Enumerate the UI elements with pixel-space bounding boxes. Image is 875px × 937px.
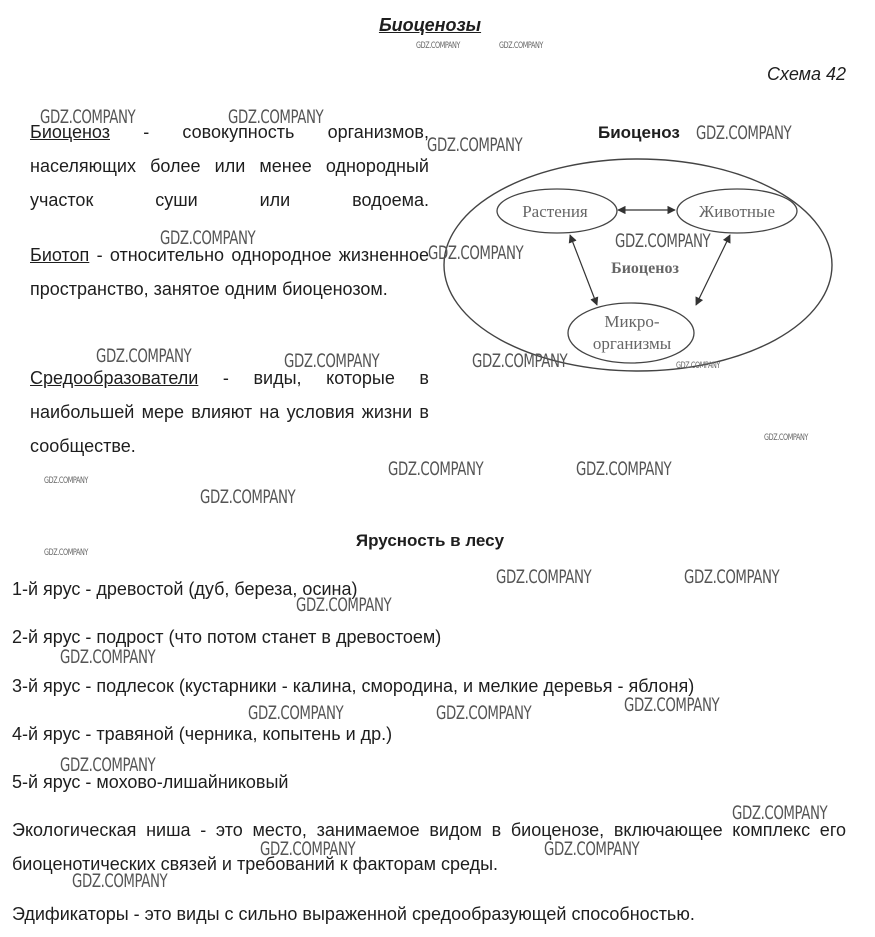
- watermark: GDZ.COMPANY: [60, 754, 156, 776]
- layer-3: 3-й ярус - подлесок (кустарники - калина, смородина, и мелкие деревья - яблоня): [12, 676, 695, 696]
- layer-5: 5-й ярус - мохово-лишайниковый: [12, 772, 289, 792]
- layer-1: 1-й ярус - древостой (дуб, береза, осина): [12, 579, 358, 599]
- watermark: GDZ.COMPANY: [499, 41, 543, 51]
- watermark: GDZ.COMPANY: [248, 702, 344, 724]
- term-biotope: Биотоп: [30, 245, 90, 265]
- watermark: GDZ.COMPANY: [228, 106, 324, 128]
- watermark: GDZ.COMPANY: [427, 134, 523, 156]
- node-micro-label-2: организмы: [592, 334, 672, 353]
- arrow-plants-micro: [570, 235, 597, 305]
- watermark: GDZ.COMPANY: [615, 230, 711, 252]
- term-environment-formers: Средообразователи: [30, 368, 199, 388]
- diagram-center-label: Биоценоз: [611, 260, 679, 277]
- watermark: GDZ.COMPANY: [260, 838, 356, 860]
- watermark: GDZ.COMPANY: [40, 106, 136, 128]
- watermark: GDZ.COMPANY: [44, 548, 88, 558]
- definition-text: - виды, которые в наибольшей мере влияют на условия жизни в сообществе.: [30, 368, 429, 456]
- watermark: GDZ.COMPANY: [160, 227, 256, 249]
- page-title: Биоценозы: [378, 15, 482, 35]
- watermark: GDZ.COMPANY: [576, 458, 672, 480]
- scheme-number: Схема 42: [767, 64, 846, 84]
- watermark: GDZ.COMPANY: [624, 694, 720, 716]
- watermark: GDZ.COMPANY: [472, 350, 568, 372]
- ecological-niche-definition: Экологическая ниша - это место, занимаемое видом в биоценозе, включающее комплекс его биоценотических связей и требований к факторам среды.: [12, 820, 846, 874]
- layer-4: 4-й ярус - травяной (черника, копытень и др.): [12, 724, 393, 744]
- watermark: GDZ.COMPANY: [96, 345, 192, 367]
- definition-environment-formers: [30, 361, 429, 463]
- watermark: GDZ.COMPANY: [388, 458, 484, 480]
- watermark: GDZ.COMPANY: [544, 838, 640, 860]
- watermark: GDZ.COMPANY: [428, 242, 524, 264]
- node-micro-label-1: Микро-: [604, 312, 660, 331]
- watermark: GDZ.COMPANY: [284, 350, 380, 372]
- watermark: GDZ.COMPANY: [200, 486, 296, 508]
- diagram-heading: Биоценоз: [598, 123, 680, 142]
- watermark: GDZ.COMPANY: [44, 476, 88, 486]
- node-animals-label: Животные: [698, 202, 776, 221]
- definition-text: - относительно однородное жизненное пространство, занятое одним биоценозом.: [30, 245, 429, 299]
- watermark: GDZ.COMPANY: [676, 361, 720, 371]
- watermark: GDZ.COMPANY: [296, 594, 392, 616]
- watermark: GDZ.COMPANY: [696, 122, 792, 144]
- term-biocenosis: Биоценоз: [30, 122, 110, 142]
- watermark: GDZ.COMPANY: [72, 870, 168, 892]
- watermark: GDZ.COMPANY: [684, 566, 780, 588]
- watermark: GDZ.COMPANY: [436, 702, 532, 724]
- layers-heading: Ярусность в лесу: [355, 531, 505, 550]
- biocenosis-diagram: [440, 155, 840, 380]
- watermark: GDZ.COMPANY: [764, 433, 808, 443]
- edificators-definition: Эдификаторы - это виды с сильно выраженной средообразующей способностью.: [12, 904, 695, 924]
- watermark: GDZ.COMPANY: [60, 646, 156, 668]
- definition-biocenosis: [30, 115, 429, 217]
- watermark: GDZ.COMPANY: [416, 41, 460, 51]
- watermark: GDZ.COMPANY: [732, 802, 828, 824]
- definition-text: - совокупность организмов, населяющих более или менее однородный участок суши или водоема.: [30, 122, 429, 210]
- layer-2: 2-й ярус - подрост (что потом станет в древостоем): [12, 627, 442, 647]
- watermark: GDZ.COMPANY: [496, 566, 592, 588]
- node-plants-label: Растения: [522, 202, 588, 221]
